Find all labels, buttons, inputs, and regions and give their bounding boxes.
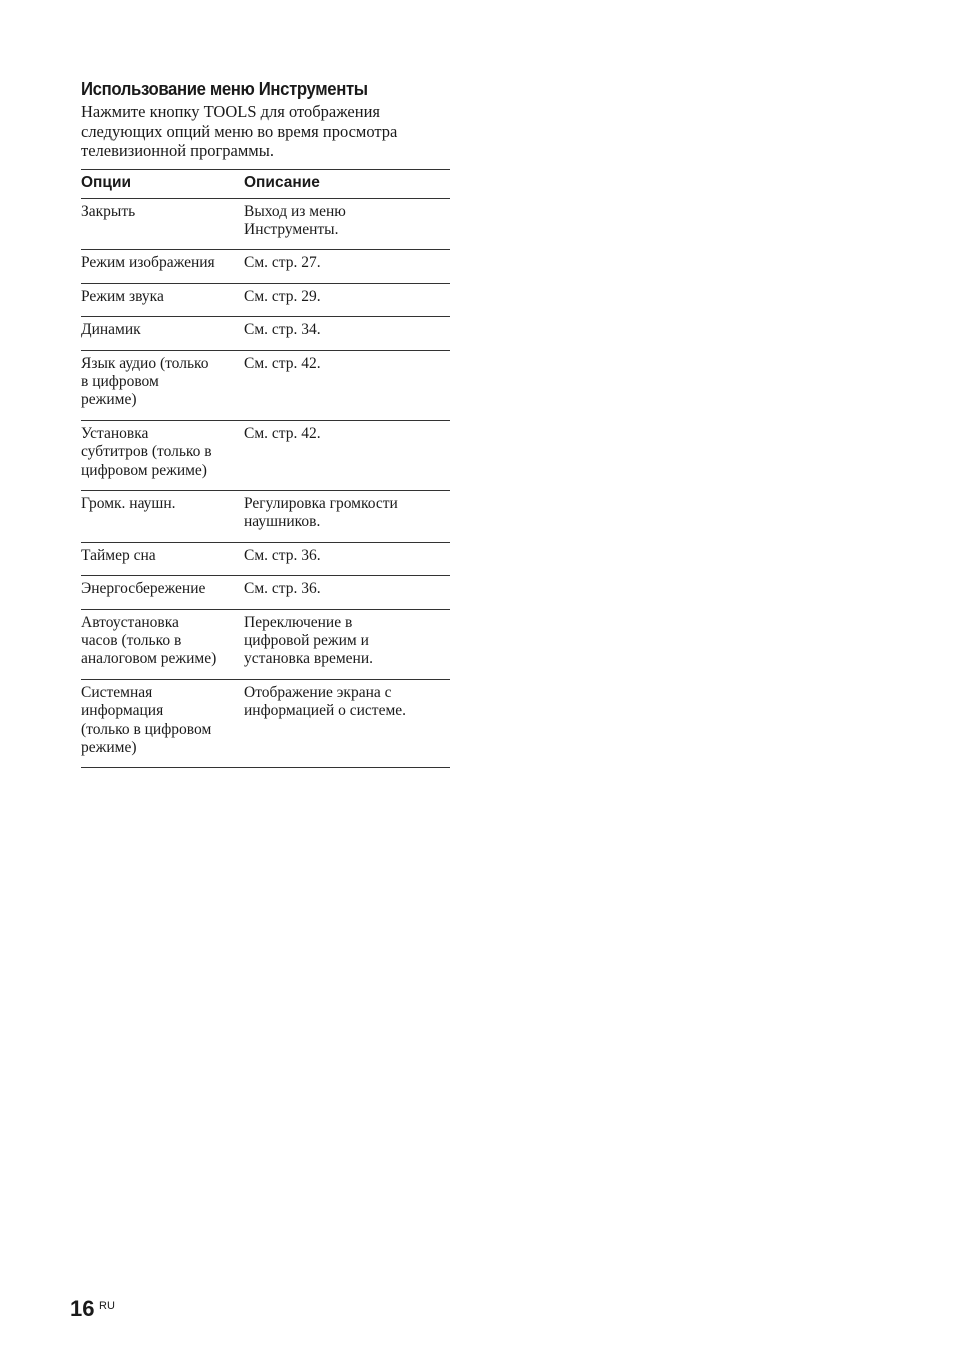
description-cell: [244, 283, 450, 316]
option-text: часов (только в: [81, 632, 182, 649]
table-row: [81, 576, 450, 609]
description-cell: [244, 350, 450, 420]
description-text: Переключение в: [244, 613, 353, 631]
header-description: Описание: [244, 169, 450, 198]
description-text: Отображение экрана с: [244, 683, 392, 701]
option-text: Динамик: [81, 321, 141, 339]
description-cell: [244, 542, 450, 575]
option-cell: [81, 283, 244, 316]
intro-line: телевизионной программы.: [81, 141, 274, 160]
description-cell: [244, 420, 450, 490]
table-row: [81, 542, 450, 575]
option-text: субтитров (только в: [81, 443, 212, 461]
description-text: См. стр. 42.: [244, 354, 321, 372]
description-text: См. стр. 42.: [244, 424, 321, 442]
option-text: Таймер сна: [81, 546, 156, 564]
description-text: Инструменты.: [244, 220, 339, 238]
options-table-body: [81, 198, 450, 768]
description-cell: [244, 250, 450, 283]
table-row: [81, 350, 450, 420]
description-cell: [244, 609, 450, 679]
option-text: Язык аудио (только: [81, 354, 209, 372]
description-cell: [244, 317, 450, 350]
table-row: [81, 490, 450, 542]
description-cell: [244, 679, 450, 768]
option-text: Закрыть: [81, 202, 136, 220]
option-text: режиме): [81, 391, 137, 409]
table-row: [81, 420, 450, 490]
option-text: (только в цифровом: [81, 720, 212, 738]
table-header-row: [81, 169, 450, 198]
option-text: Энергосбережение: [81, 580, 206, 598]
option-cell: [81, 420, 244, 490]
table-row: [81, 198, 450, 250]
intro-line: Нажмите кнопку TOOLS для отображения: [81, 102, 380, 121]
options-table: [81, 169, 450, 769]
option-text: аналоговом режиме): [81, 650, 217, 668]
header-options: Опции: [81, 169, 244, 198]
option-text: Громк. наушн.: [81, 494, 176, 512]
description-text: Выход из меню: [244, 202, 346, 220]
intro-paragraph: [81, 100, 450, 161]
table-row: [81, 317, 450, 350]
description-cell: [244, 490, 450, 542]
option-cell: [81, 317, 244, 350]
description-cell: [244, 198, 450, 250]
option-cell: [81, 679, 244, 768]
description-text: информацией о системе.: [244, 702, 407, 720]
description-text: цифровой режим и: [244, 632, 369, 649]
table-row: [81, 283, 450, 316]
description-cell: [244, 576, 450, 609]
table-row: [81, 679, 450, 768]
option-cell: [81, 198, 244, 250]
table-row: [81, 609, 450, 679]
option-text: Режим звука: [81, 287, 164, 305]
option-cell: [81, 250, 244, 283]
description-text: Регулировка громкости: [244, 494, 398, 512]
option-text: Системная: [81, 683, 153, 701]
description-text: См. стр. 29.: [244, 287, 321, 305]
intro-line: следующих опций меню во время просмотра: [81, 121, 398, 141]
description-text: См. стр. 34.: [244, 321, 321, 339]
page-number: 16: [70, 1296, 95, 1321]
section-title: Использование меню Инструменты: [81, 79, 368, 99]
option-cell: [81, 609, 244, 679]
page-language-code: RU: [99, 1300, 115, 1312]
option-text: Режим изображения: [81, 254, 215, 272]
description-text: установка времени.: [244, 650, 373, 668]
option-cell: [81, 490, 244, 542]
option-text: режиме): [81, 739, 137, 757]
table-row: [81, 250, 450, 283]
option-cell: [81, 350, 244, 420]
description-text: наушников.: [244, 513, 321, 531]
description-text: См. стр. 36.: [244, 580, 321, 598]
option-cell: [81, 542, 244, 575]
option-text: цифровом режиме): [81, 461, 207, 479]
description-text: См. стр. 36.: [244, 546, 321, 564]
option-cell: [81, 576, 244, 609]
option-text: информация: [81, 702, 164, 720]
content-column: [81, 78, 450, 768]
option-text: Установка: [81, 424, 149, 442]
option-text: Автоустановка: [81, 613, 179, 631]
option-text: в цифровом: [81, 372, 159, 390]
description-text: См. стр. 27.: [244, 254, 321, 272]
